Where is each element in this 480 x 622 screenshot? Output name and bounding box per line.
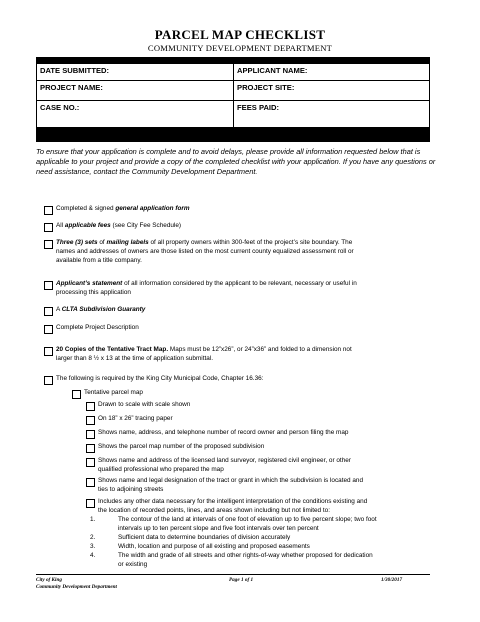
item-tentative-tract-copies-line2: larger than 8 ½ x 13 at the time of application submittal.	[56, 355, 214, 362]
item-municipal-code: The following is required by the King City Municipal Code, Chapter 16.36:	[56, 375, 264, 382]
item-applicant-statement: Applicant’s statement of all information considered by the applicant to be relevant, necessary or useful in	[56, 280, 357, 287]
footer-date: 1/30/2017	[381, 577, 403, 583]
subitem-drawn-to-scale: Drawn to scale with scale shown	[98, 401, 191, 408]
applicant-name-label: APPLICANT NAME:	[237, 66, 308, 75]
checkbox-municipal-code[interactable]	[44, 376, 53, 385]
checkbox-other-data[interactable]	[86, 499, 95, 508]
checkbox-tentative-tract-copies[interactable]	[44, 347, 53, 356]
project-name-field[interactable]	[37, 81, 233, 100]
subitem-other-data: Includes any other data necessary for the intelligent interpretation of the conditions existing and	[98, 498, 368, 505]
numbered-item-contour: The contour of the land at intervals of one foot of elevation up to five percent slope; two foot	[118, 516, 377, 523]
list-number: 1.	[90, 516, 96, 523]
fees-paid-field[interactable]	[234, 101, 429, 127]
item-general-application: Completed & signed general application form	[56, 205, 190, 212]
item-mailing-labels: Three (3) sets of mailing labels of all property owners within 300-feet of the project’s site boundary. The	[56, 239, 353, 246]
checkbox-tracing-paper[interactable]	[86, 416, 95, 425]
checkbox-applicant-statement[interactable]	[44, 281, 53, 290]
checkbox-mailing-labels[interactable]	[44, 240, 53, 249]
numbered-item-boundaries: Sufficient data to determine boundaries of division accurately	[118, 534, 291, 541]
page-subtitle: COMMUNITY DEVELOPMENT DEPARTMENT	[147, 43, 333, 53]
checkbox-applicable-fees[interactable]	[44, 223, 53, 232]
application-info-table	[36, 57, 430, 142]
subitem-record-owner: Shows name, address, and telephone number of record owner and person filing the map	[98, 429, 349, 436]
list-number: 4.	[90, 552, 96, 559]
subitem-legal-designation-line2: ties to adjoining streets	[98, 486, 164, 493]
date-submitted-label: DATE SUBMITTED:	[40, 66, 110, 75]
subitem-parcel-map-number: Shows the parcel map number of the proposed subdivision	[98, 443, 265, 450]
subitem-surveyor: Shows name and address of the licensed land surveyor, registered civil engineer, or other	[98, 457, 351, 464]
checkbox-surveyor[interactable]	[86, 458, 95, 467]
case-no-label: CASE NO.:	[40, 103, 80, 112]
footer-org-department: Community Development Department	[36, 584, 117, 590]
project-name-label: PROJECT NAME:	[40, 83, 103, 92]
item-tentative-tract-copies: 20 Copies of the Tentative Tract Map. Maps must be 12”x26”, or 24”x36” and folded to a dimension not	[56, 346, 352, 353]
subitem-other-data-line2: the location of recorded points, lines, and areas shown including but not limited to:	[98, 507, 330, 514]
intro-paragraph: To ensure that your application is complete and to avoid delays, please provide all information requested below that is applicable to your project and provide a copy of the completed checklist with your application. If you have any questions or need assistance, contact the Community Development Department.	[36, 147, 436, 176]
project-site-label: PROJECT SITE:	[237, 83, 295, 92]
checkbox-clta-guaranty[interactable]	[44, 307, 53, 316]
numbered-item-streets: The width and grade of all streets and other rights-of-way whether proposed for dedication	[118, 552, 373, 559]
subitem-tracing-paper: On 18” x 26” tracing paper	[98, 415, 173, 422]
item-applicant-statement-line2: processing this application	[56, 289, 131, 296]
item-mailing-labels-line2: names and addresses of owners are those listed on the most current county equalized assessment roll or	[56, 248, 354, 255]
subitem-surveyor-line2: qualified professional who prepared the map	[98, 466, 224, 473]
footer-page-number: Page 1 of 1	[229, 577, 254, 583]
numbered-item-easements: Width, location and purpose of all existing and proposed easements	[118, 543, 310, 550]
list-number: 2.	[90, 534, 96, 541]
checkbox-general-application[interactable]	[44, 206, 53, 215]
footer-divider	[36, 574, 430, 575]
project-site-field[interactable]	[234, 81, 429, 100]
checkbox-record-owner[interactable]	[86, 430, 95, 439]
checkbox-tentative-parcel-map[interactable]	[72, 390, 81, 399]
numbered-item-streets-line2: or existing	[118, 561, 148, 568]
checkbox-legal-designation[interactable]	[86, 478, 95, 487]
page-title: PARCEL MAP CHECKLIST	[154, 27, 326, 42]
item-project-description: Complete Project Description	[56, 324, 139, 331]
item-clta-guaranty: A CLTA Subdivision Guaranty	[56, 306, 146, 313]
checkbox-drawn-to-scale[interactable]	[86, 402, 95, 411]
fees-paid-label: FEES PAID:	[237, 103, 280, 112]
checkbox-parcel-map-number[interactable]	[86, 444, 95, 453]
case-no-field[interactable]	[37, 101, 233, 127]
date-submitted-field[interactable]	[37, 64, 233, 80]
item-tentative-parcel-map: Tentative parcel map	[84, 389, 143, 396]
footer-org-name: City of King	[36, 577, 62, 583]
list-number: 3.	[90, 543, 96, 550]
item-mailing-labels-line3: available from a title company.	[56, 257, 142, 264]
item-applicable-fees: All applicable fees (see City Fee Schedule)	[56, 222, 182, 229]
subitem-legal-designation: Shows name and legal designation of the tract or grant in which the subdivision is located and	[98, 477, 364, 484]
numbered-item-contour-line2: intervals up to ten percent slope and five foot intervals over ten percent	[118, 525, 319, 532]
checkbox-project-description[interactable]	[44, 325, 53, 334]
applicant-name-field[interactable]	[234, 64, 429, 80]
